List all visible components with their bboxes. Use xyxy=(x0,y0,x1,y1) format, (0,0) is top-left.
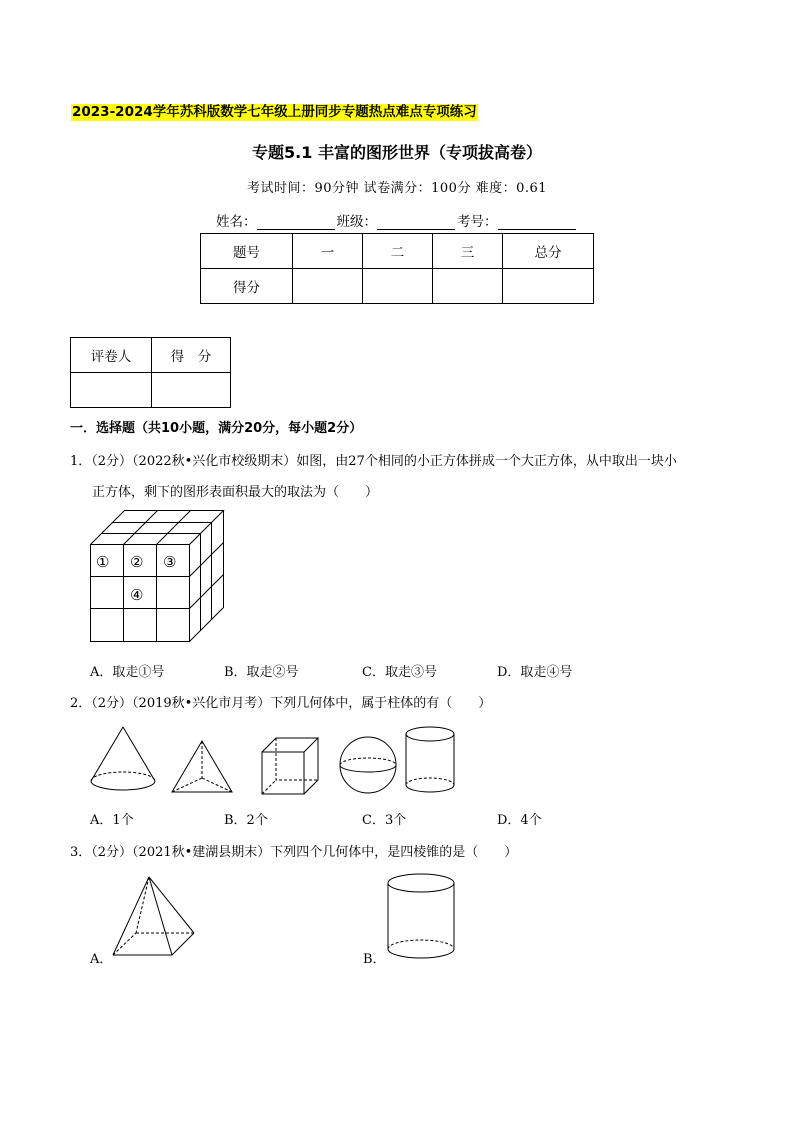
class-blank[interactable] xyxy=(377,215,455,230)
cube-figure xyxy=(90,510,225,645)
score-cell[interactable] xyxy=(503,269,594,304)
q2-option-c[interactable]: C．3个 xyxy=(362,813,407,828)
cube-label-2: ② xyxy=(130,553,144,571)
q1-option-b[interactable]: B．取走②号 xyxy=(224,665,299,680)
score-header-cell: 三 xyxy=(433,234,503,269)
score-cell[interactable] xyxy=(293,269,363,304)
sphere-shape xyxy=(339,735,399,795)
score-header-cell: 二 xyxy=(363,234,433,269)
score-table xyxy=(200,233,594,304)
q3-text: 3．（2分）（2021秋•建湖县期末）下列四个几何体中，是四棱锥的是（ ） xyxy=(70,845,518,860)
square-pyramid-shape xyxy=(112,876,197,958)
student-info-line xyxy=(216,210,578,230)
pyramid-shape xyxy=(170,740,235,795)
q2-option-d[interactable]: D．4个 xyxy=(497,813,542,828)
name-blank[interactable] xyxy=(257,215,335,230)
cube-shape xyxy=(261,737,321,797)
score-header-cell: 题号 xyxy=(201,234,293,269)
grader-table xyxy=(70,337,231,408)
cube-label-1: ① xyxy=(96,553,110,571)
q2-option-b[interactable]: B．2个 xyxy=(224,813,268,828)
score-table-header-row xyxy=(201,234,594,269)
q1-option-d[interactable]: D．取走④号 xyxy=(497,665,573,680)
q1-option-a[interactable]: A．取走①号 xyxy=(90,665,165,680)
score-table-row xyxy=(201,269,594,304)
q1-text-line1: 1．（2分）（2022秋•兴化市校级期末）如图，由27个相同的小正方体拼成一个大正方体，从中取出一块小 xyxy=(70,454,677,469)
cylinder-shape xyxy=(405,726,460,796)
section-1-title: 一．选择题（共10小题，满分20分，每小题2分） xyxy=(70,421,363,436)
score-cell[interactable] xyxy=(363,269,433,304)
q1-option-c[interactable]: C．取走③号 xyxy=(362,665,437,680)
q3-option-b[interactable]: B． xyxy=(363,952,386,967)
grader-cell[interactable] xyxy=(71,373,152,408)
cone-shape xyxy=(90,726,160,796)
cube-label-4: ④ xyxy=(130,586,144,604)
grader-score-cell[interactable] xyxy=(152,373,231,408)
id-blank[interactable] xyxy=(498,215,576,230)
main-title: 专题5.1 丰富的图形世界（专项拔高卷） xyxy=(252,143,542,162)
class-label: 班级： xyxy=(336,214,377,230)
q3-option-a[interactable]: A． xyxy=(90,952,113,967)
cube-label-3: ③ xyxy=(163,553,177,571)
score-cell[interactable] xyxy=(433,269,503,304)
score-header-cell: 总分 xyxy=(503,234,594,269)
q2-text: 2．（2分）（2019秋•兴化市月考）下列几何体中，属于柱体的有（ ） xyxy=(70,696,492,711)
cylinder-shape-q3 xyxy=(387,873,457,961)
id-label: 考号： xyxy=(457,214,498,230)
q1-text-line2: 正方体，剩下的图形表面积最大的取法为（ ） xyxy=(92,485,379,500)
grader-label: 评卷人 xyxy=(71,338,152,373)
score-row-label: 得分 xyxy=(201,269,293,304)
score-header-cell: 一 xyxy=(293,234,363,269)
q2-option-a[interactable]: A．1个 xyxy=(90,813,134,828)
series-title: 2023-2024学年苏科版数学七年级上册同步专题热点难点专项练习 xyxy=(72,104,477,120)
grader-score-label: 得 分 xyxy=(152,338,231,373)
name-label: 姓名： xyxy=(216,214,257,230)
exam-info: 考试时间：90分钟 试卷满分：100分 难度：0.61 xyxy=(246,181,548,196)
